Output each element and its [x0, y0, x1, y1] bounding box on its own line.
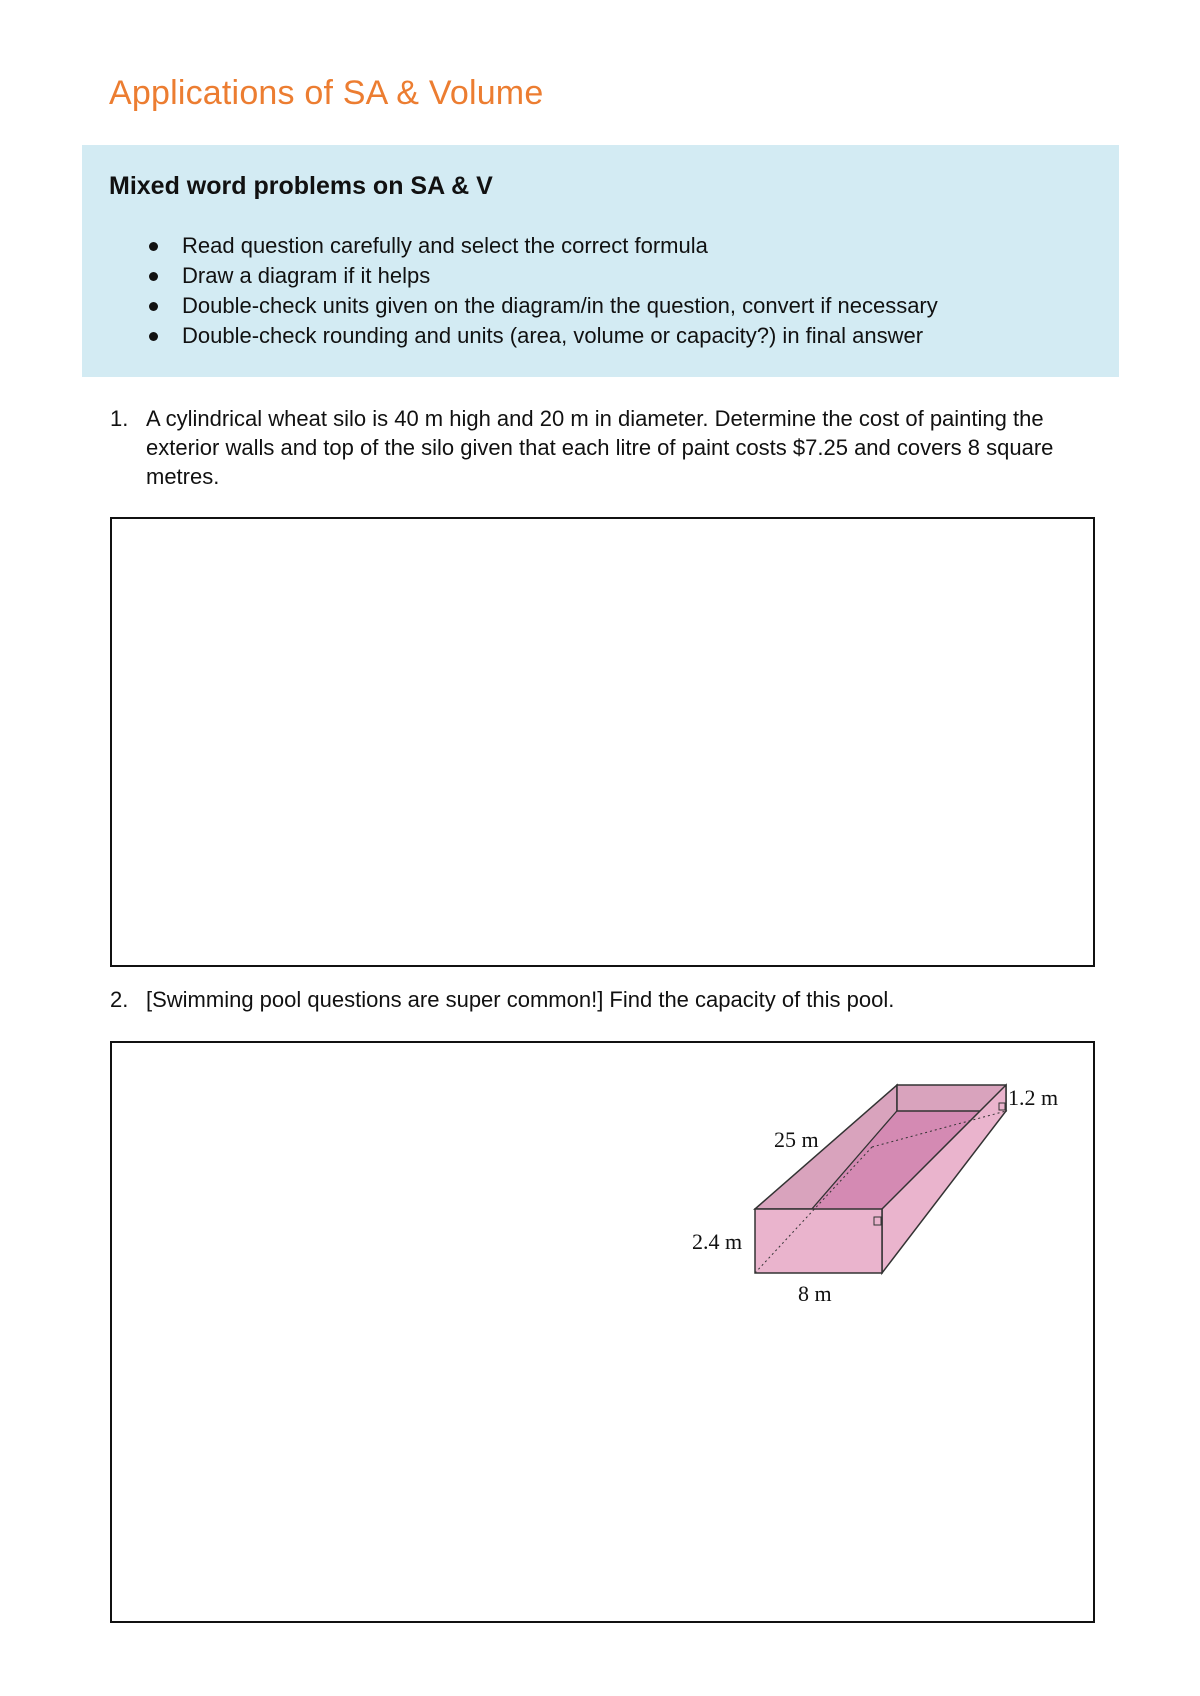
question-text: [Swimming pool questions are super common!] Find the capacity of this pool.: [146, 987, 895, 1012]
tip-item: [109, 291, 938, 321]
info-box: [82, 145, 1119, 377]
pool-front-face: [755, 1209, 882, 1273]
pool-diagram: [672, 1067, 1072, 1312]
tip-text: Double-check units given on the diagram/in the question, convert if necessary: [182, 293, 938, 318]
tips-list: [109, 231, 938, 351]
bullet-icon: [149, 332, 158, 341]
bullet-icon: [149, 272, 158, 281]
tip-text: Read question carefully and select the correct formula: [182, 233, 708, 258]
tip-text: Double-check rounding and units (area, volume or capacity?) in final answer: [182, 323, 924, 348]
question-text: A cylindrical wheat silo is 40 m high and 20 m in diameter. Determine the cost of painting the exterior walls and top of the silo given that each litre of paint costs $7.25 and covers 8 square metres.: [146, 406, 1054, 489]
bullet-icon: [149, 302, 158, 311]
page-title: Applications of SA & Volume: [109, 74, 544, 112]
question-number: 1.: [110, 406, 129, 431]
answer-box-1[interactable]: [110, 517, 1095, 967]
question-2: [110, 985, 1086, 1014]
deep-depth-label: 2.4 m: [692, 1229, 743, 1254]
question-1: [110, 404, 1086, 491]
tip-item: [109, 261, 938, 291]
tip-item: [109, 231, 938, 261]
width-label: 8 m: [798, 1281, 832, 1306]
shallow-depth-label: 1.2 m: [1008, 1085, 1059, 1110]
length-label: 25 m: [774, 1127, 819, 1152]
question-number: 2.: [110, 987, 129, 1012]
tip-text: Draw a diagram if it helps: [182, 263, 431, 288]
answer-box-2[interactable]: [110, 1041, 1095, 1623]
bullet-icon: [149, 242, 158, 251]
tip-item: [109, 321, 938, 351]
info-heading: Mixed word problems on SA & V: [109, 172, 493, 200]
